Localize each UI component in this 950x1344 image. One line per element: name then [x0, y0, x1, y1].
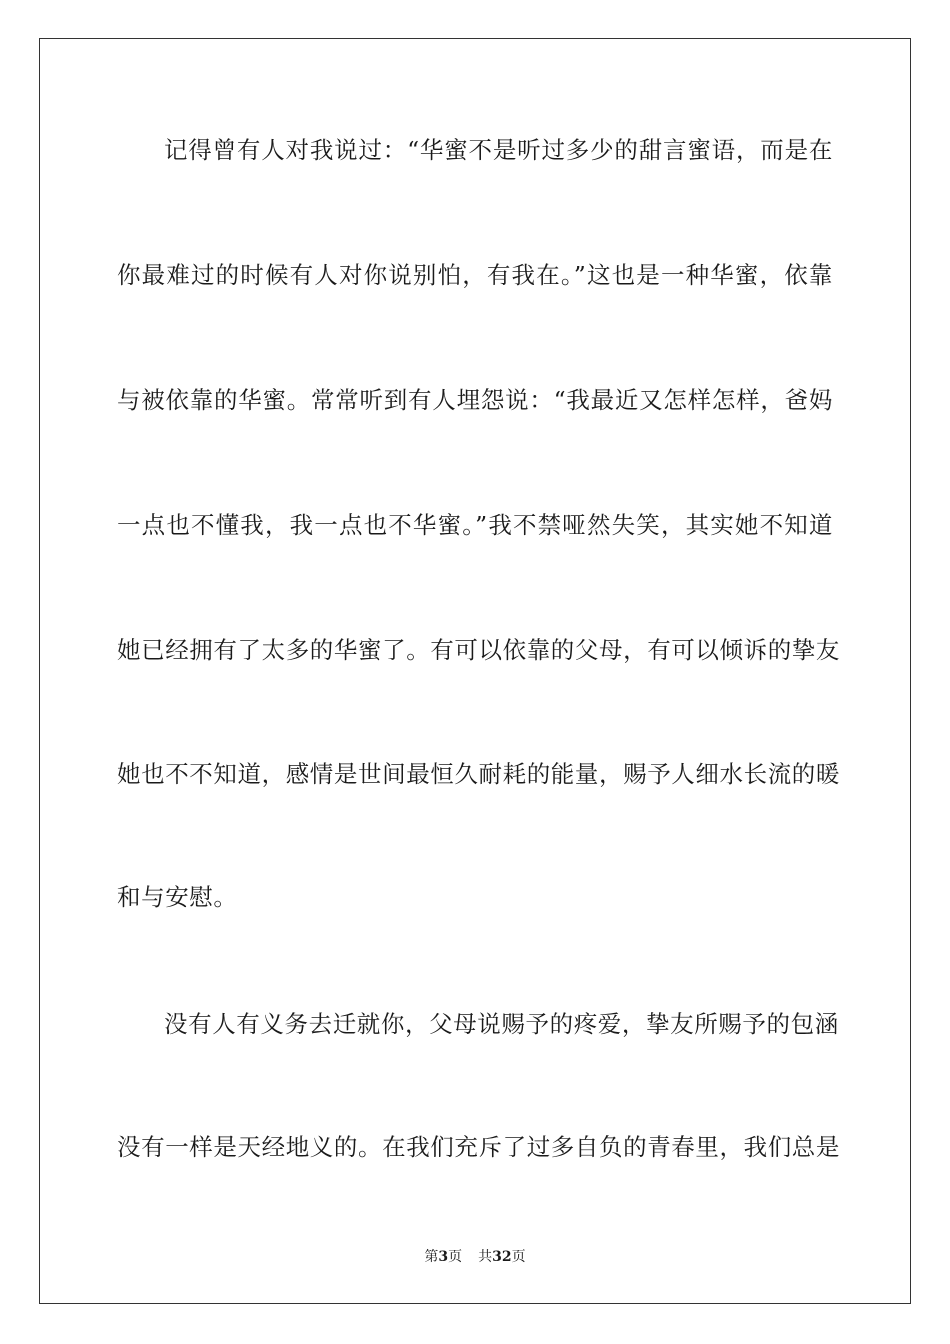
total-label-prefix: 共: [478, 1249, 493, 1265]
paragraph-1-line-7: 和与安慰。: [117, 883, 238, 911]
paragraph-1-line-4: 一点也不懂我，我一点也不华蜜。”我不禁哑然失笑，其实她不知道: [117, 511, 833, 539]
page-footer: [0, 1247, 950, 1267]
paragraph-1-line-3: 与被依靠的华蜜。常常听到有人埋怨说：“我最近又怎样怎样，爸妈: [117, 386, 833, 414]
page-label-prefix: 第: [424, 1249, 439, 1265]
total-pages: 32: [492, 1249, 512, 1265]
page-label-suffix: 页: [448, 1249, 463, 1265]
paragraph-2-line-2: 没有一样是天经地义的。在我们充斥了过多自负的青春里，我们总是: [117, 1133, 840, 1161]
paragraph-1-line-5: 她已经拥有了太多的华蜜了。有可以依靠的父母，有可以倾诉的挚友: [117, 636, 840, 664]
total-label-suffix: 页: [511, 1249, 526, 1265]
paragraph-1-line-6: 她也不不知道，感情是世间最恒久耐耗的能量，赐予人细水长流的暖: [117, 760, 840, 788]
paragraph-1-line-2: 你最难过的时候有人对你说别怕，有我在。”这也是一种华蜜，依靠: [117, 261, 833, 289]
paragraph-2-line-1: 没有人有义务去迁就你，父母说赐予的疼爱，挚友所赐予的包涵: [164, 1010, 839, 1038]
paragraph-1-line-1: 记得曾有人对我说过：“华蜜不是听过多少的甜言蜜语，而是在: [164, 136, 833, 164]
page-number: 3: [438, 1249, 449, 1265]
page-border: [39, 38, 911, 1304]
